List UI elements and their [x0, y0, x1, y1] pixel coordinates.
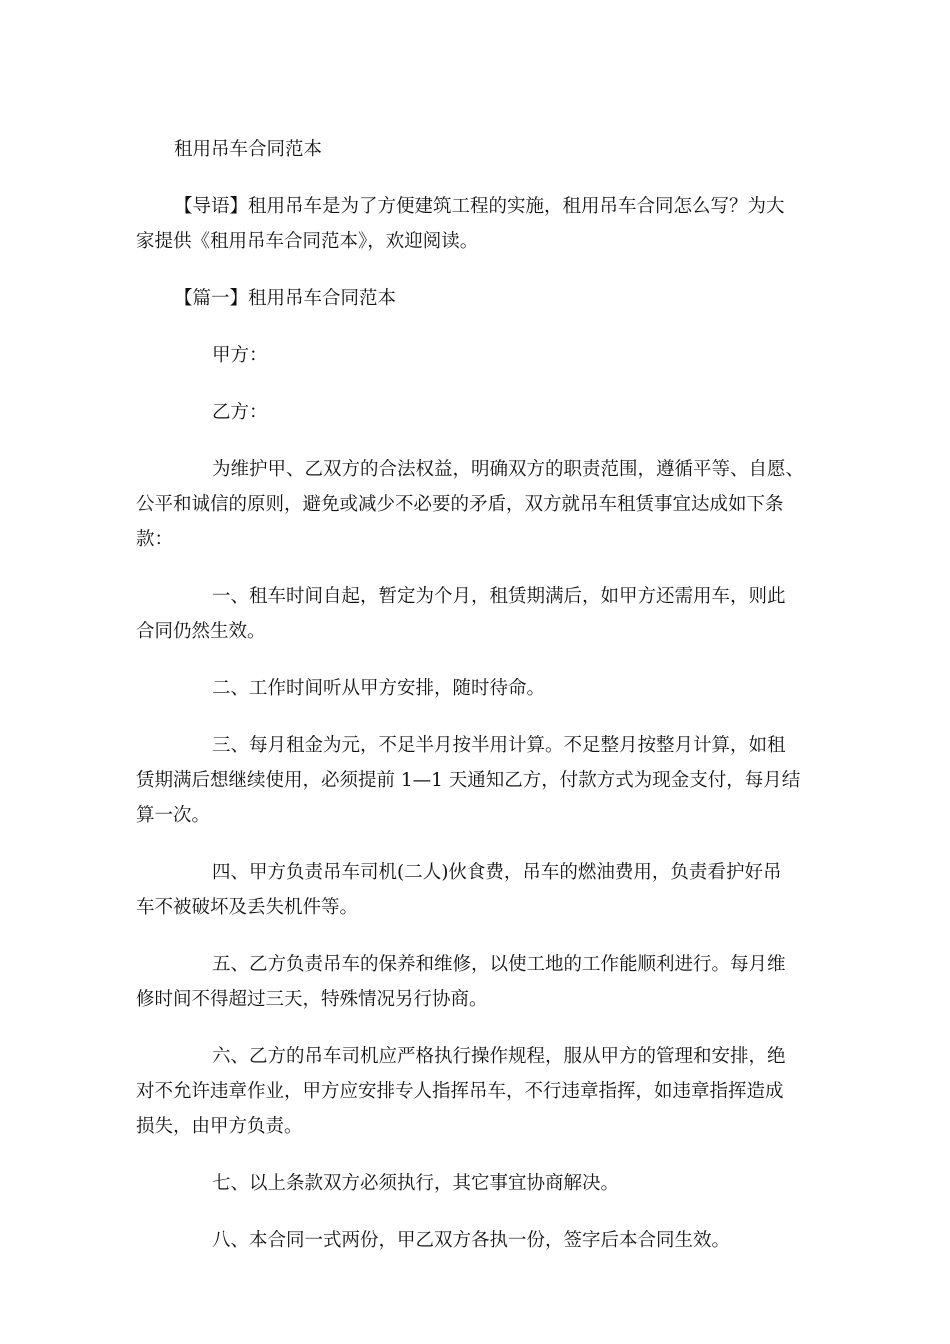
document-body — [136, 132, 816, 1258]
clause-3 — [136, 728, 816, 833]
clause-1 — [136, 579, 816, 649]
party-a-label: 甲方： — [212, 345, 268, 366]
clause-line: 车不被破坏及丢失机件等。 — [136, 897, 359, 918]
preamble-paragraph — [136, 452, 816, 557]
clause-line: 算一次。 — [136, 805, 211, 826]
clause-line: 赁期满后想继续使用，必须提前 1—1 天通知乙方，付款方式为现金支付，每月结 — [136, 770, 801, 791]
clause-line: 四、甲方负责吊车司机(二人)伙食费，吊车的燃油费用，负责看护好吊 — [212, 862, 782, 883]
preamble-line: 款： — [136, 529, 174, 550]
clause-4 — [136, 855, 816, 925]
preamble-line: 为维护甲、乙双方的合法权益，明确双方的职责范围，遵循平等、自愿、 — [212, 459, 805, 480]
preamble-line: 公平和诚信的原则，避免或减少不必要的矛盾，双方就吊车租赁事宜达成如下条 — [136, 494, 784, 515]
clause-5 — [136, 947, 816, 1017]
clause-2 — [136, 671, 816, 706]
clause-line: 损失，由甲方负责。 — [136, 1116, 303, 1137]
clause-line: 七、以上条款双方必须执行，其它事宜协商解决。 — [212, 1173, 620, 1194]
section-heading: 【篇一】租用吊车合同范本 — [174, 288, 397, 309]
clause-line: 修时间不得超过三天，特殊情况另行协商。 — [136, 989, 488, 1010]
clause-line: 一、租车时间自起，暂定为个月，租赁期满后，如甲方还需用车，则此 — [212, 586, 786, 607]
intro-line: 【导语】租用吊车是为了方便建筑工程的实施，租用吊车合同怎么写？为大 — [174, 196, 785, 217]
clause-line: 二、工作时间听从甲方安排，随时待命。 — [212, 678, 546, 699]
intro-line: 家提供《租用吊车合同范本》，欢迎阅读。 — [136, 231, 479, 252]
clause-7 — [136, 1166, 816, 1201]
clause-line: 五、乙方负责吊车的保养和维修，以使工地的工作能顺利进行。每月维 — [212, 954, 786, 975]
party-b-label: 乙方： — [212, 402, 268, 423]
clause-line: 三、每月租金为元，不足半月按半用计算。不足整月按整月计算，如租 — [212, 735, 786, 756]
clause-line: 对不允许违章作业，甲方应安排专人指挥吊车，不行违章指挥，如违章指挥造成 — [136, 1081, 784, 1102]
clause-line: 合同仍然生效。 — [136, 621, 266, 642]
clause-8 — [136, 1223, 816, 1258]
intro-paragraph — [136, 189, 816, 259]
clause-line: 六、乙方的吊车司机应严格执行操作规程，服从甲方的管理和安排，绝 — [212, 1046, 786, 1067]
clause-line: 八、本合同一式两份，甲乙双方各执一份，签字后本合同生效。 — [212, 1230, 731, 1251]
document-title: 租用吊车合同范本 — [174, 139, 323, 160]
clause-6 — [136, 1039, 816, 1144]
